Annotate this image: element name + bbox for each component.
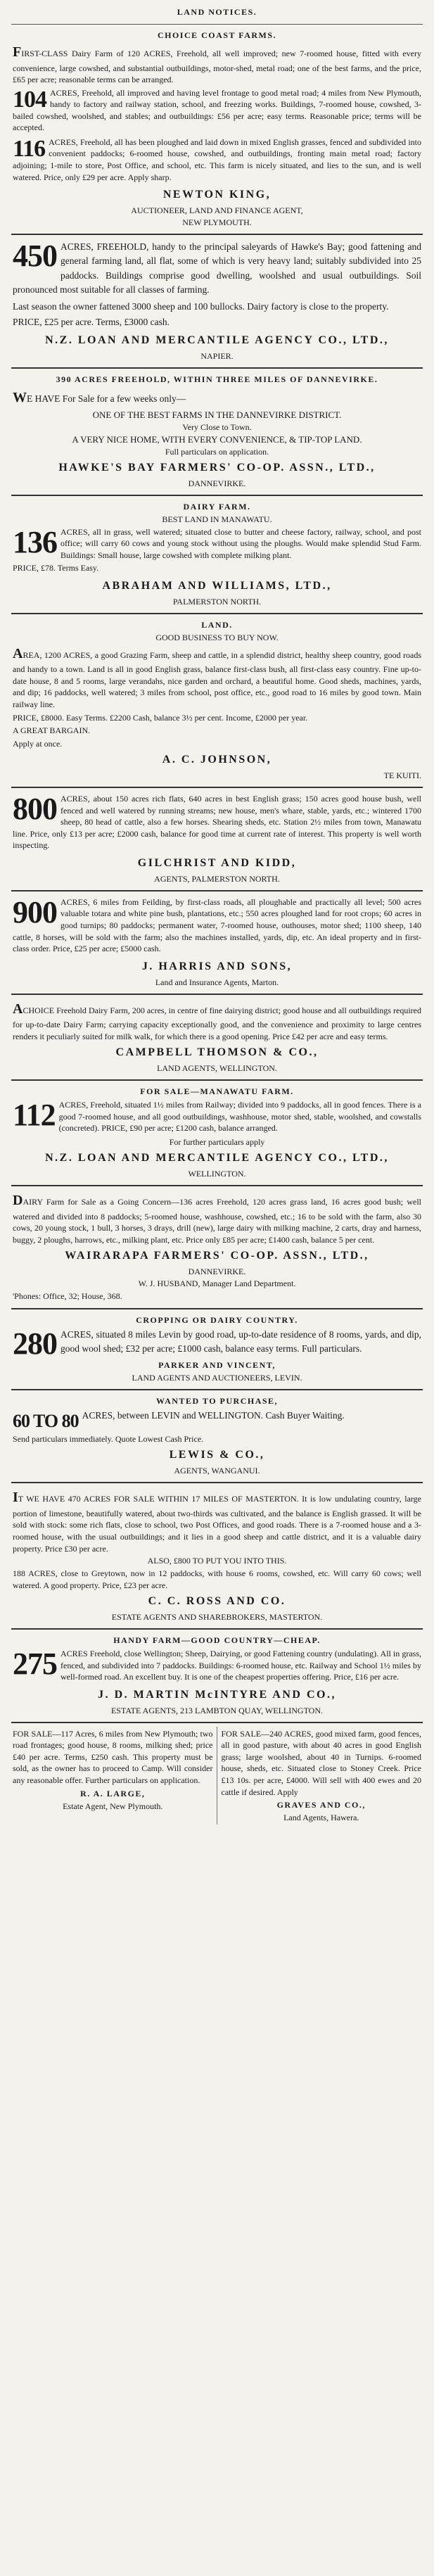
agent-role: LAND AGENTS AND AUCTIONEERS, LEVIN. xyxy=(132,1372,302,1383)
ad-wairarapa-farmers xyxy=(11,1186,423,1309)
agent-role: LAND AGENTS, WELLINGTON. xyxy=(157,1063,277,1074)
acreage-number: 116 xyxy=(13,135,46,162)
ad-heading: FOR SALE—MANAWATU FARM. xyxy=(140,1086,294,1097)
ad-text: ACRES, Freehold, situated 1½ miles from Railway; divided into 9 paddocks, all in good fences. There is a good 7-roomed house, and all good outbuildings, washhouse, motor shed, stable, woolshed, and cowstalls (concreted). PRICE, £90 per acre; £1200 cash, balance arranged. xyxy=(58,1100,421,1134)
ad-gilchrist-kidd xyxy=(11,788,423,892)
agent-manager: W. J. HUSBAND, Manager Land Department. xyxy=(138,1279,296,1289)
page-title: LAND NOTICES. xyxy=(177,7,257,17)
ad-paragraph xyxy=(13,1488,421,1554)
drop-initial: A xyxy=(13,645,23,661)
agent-name: N.Z. LOAN AND MERCANTILE AGENCY CO., LTD., xyxy=(45,334,389,346)
acreage-number: 275 xyxy=(13,1647,57,1682)
ad-price: PRICE, £8000. Easy Terms. £2200 Cash, balance 3½ per cent. Income, £2000 per year. xyxy=(13,712,308,723)
ad-paragraph: FOR SALE—240 ACRES, good mixed farm, good fences, all in good pasture, with about 40 acres in good English grass; large woolshed, about 40 in Turnips. 6-roomed house, sheds, etc. Situated close to Stoney Creek. Price £13 10s. per acre, £4000. Will sell with 400 ewes and 20 cattle if desired. Apply xyxy=(221,1728,421,1797)
ad-paragraph xyxy=(13,87,421,134)
ad-text: E HAVE For Sale for a few weeks only— xyxy=(27,393,186,404)
agent-name: GRAVES AND CO., xyxy=(276,1800,366,1810)
two-column-ads xyxy=(11,1723,423,1829)
agent-name: WAIRARAPA FARMERS' CO-OP. ASSN., LTD., xyxy=(65,1250,369,1262)
ad-paragraph xyxy=(13,240,421,297)
ad-te-kuiti xyxy=(11,614,423,788)
ad-line: ONE OF THE BEST FARMS IN THE DANNEVIRKE DISTRICT. xyxy=(92,409,342,420)
ad-paragraph: 188 ACRES, close to Greytown, now in 12 paddocks, with house 6 rooms, cowshed, etc. Will carry 60 cows; well watered. A good property. Price, £23 per acre. xyxy=(13,1568,421,1590)
ad-paragraph xyxy=(13,645,421,711)
ad-text: ACRES, about 150 acres rich flats, 640 acres in best English grass; 150 acres good house bush, well fenced and well watered by running streams; new house, men's whare, stable, yards, etc.; wintered 1700 sheep, 80 head of cattle, also a few horses. Shearing sheds, etc. Station 2½ miles from town, Manawatu line. Price, only £13 per acre; £2000 cash, balance for good time at current rate of interest. This property is well worth inspecting. xyxy=(13,794,421,851)
ad-heading: CHOICE COAST FARMS. xyxy=(157,30,277,40)
agent-name: J. D. MARTIN McINTYRE AND CO., xyxy=(98,1688,336,1701)
agent-name: GILCHRIST AND KIDD, xyxy=(137,856,297,869)
ad-martin-mcintyre xyxy=(11,1630,423,1723)
agent-town: WELLINGTON. xyxy=(188,1168,246,1179)
ad-text: ACRES, Freehold, all has been ploughed and laid down in mixed English grasses, fenced and subdivided into convenient paddocks; 6-roomed house, cowshed, and outbuildings, fronting main metal road; factory adjoining; 1-mile to store, Post Office, and school, etc. This farm is nicely situated, and lies to the sun, and is well watered. Price, only £29 per acre. Apply sharp. xyxy=(13,137,421,182)
acreage-number: 104 xyxy=(13,86,46,113)
ad-line: Send particulars immediately. Quote Lowest Cash Price. xyxy=(13,1433,204,1444)
ad-line: Very Close to Town. xyxy=(182,421,252,432)
drop-initial: F xyxy=(13,44,22,60)
acreage-number: 800 xyxy=(13,792,57,827)
agent-name: HAWKE'S BAY FARMERS' CO-OP. ASSN., LTD., xyxy=(58,461,376,474)
ad-heading: CROPPING OR DAIRY COUNTRY. xyxy=(136,1314,298,1325)
ad-heading: DAIRY FARM. xyxy=(183,501,251,512)
agent-town: PALMERSTON NORTH. xyxy=(172,596,262,607)
ad-paragraph xyxy=(13,793,421,851)
agent-name: N.Z. LOAN AND MERCANTILE AGENCY CO., LTD., xyxy=(45,1151,389,1164)
agent-name: R. A. LARGE, xyxy=(80,1788,146,1798)
ad-line: Apply at once. xyxy=(13,738,63,749)
ad-text: T WE HAVE 470 ACRES FOR SALE WITHIN 17 MILES OF MASTERTON. It is low undulating country, large portion of limestone, beautifully watered, about two-thirds was cultivated, and the balance is English grassed. It will be sold with stock: some rich flats, close to school, two Post Offices, and good roads. There is a 7-roomed house and a 3-roomed house, with the usual outbuildings; and it lies in a good sheep and cattle district, and it is a valuable dairy property. Price £30 per acre. xyxy=(13,1494,421,1554)
agent-role: Estate Agent, New Plymouth. xyxy=(63,1801,163,1811)
ad-text: REA, 1200 ACRES, a good Grazing Farm, sheep and cattle, in a splendid district, healthy sheep country, good roads and handy to a town. Land is all in good English grass, balance first-class bush, all first-class easy country. Fine up-to-date house, 8 and 5 rooms, large verandahs, nice garden and orchard, a beautiful home. Good sheds, machines, yards, and dip; 16 paddocks, well watered; 3 miles from school, post office, etc., good road to 16 miles by good town. Main railway line. xyxy=(13,649,421,709)
agent-name: A. C. JOHNSON, xyxy=(162,754,272,766)
ad-line: A VERY NICE HOME, WITH EVERY CONVENIENCE, & TIP-TOP LAND. xyxy=(72,433,362,445)
ad-text: ACRES, between LEVIN and WELLINGTON. Cash Buyer Waiting. xyxy=(82,1409,345,1421)
agent-town: NEW PLYMOUTH. xyxy=(182,217,252,228)
ad-paragraph xyxy=(13,1409,421,1431)
agent-role: AGENTS, PALMERSTON NORTH. xyxy=(154,873,280,884)
ad-large-new-plymouth xyxy=(13,1727,217,1825)
ad-graves-hawera xyxy=(222,1727,422,1825)
acreage-number: 900 xyxy=(13,894,57,929)
ad-paragraph xyxy=(13,1191,421,1245)
agent-role: Land Agents, Hawera. xyxy=(283,1813,359,1823)
agent-name: ABRAHAM AND WILLIAMS, LTD., xyxy=(102,579,332,592)
ad-text: ACRES, all in grass, well watered; situated close to butter and cheese factory, railway, school, and post office; will carry 60 cows and young stock without using the ploughs. Would make splendid Stud Farm. Buildings: Small house, large cowshed with complete milking plant. xyxy=(60,526,421,560)
agent-town: TE KUITI. xyxy=(383,770,421,781)
ad-paragraph xyxy=(13,526,421,561)
acreage-number: 60 TO 80 xyxy=(13,1410,79,1431)
ad-campbell-thomson xyxy=(11,995,423,1081)
ad-paragraph xyxy=(13,1000,421,1043)
ad-price: PRICE, £78. Terms Easy. xyxy=(13,563,99,573)
drop-initial: W xyxy=(13,389,27,405)
ad-paragraph xyxy=(13,1099,421,1134)
agent-town: DANNEVIRKE. xyxy=(188,478,246,488)
ad-paragraph xyxy=(13,896,421,955)
ad-paragraph: FOR SALE—117 Acres, 6 miles from New Plymouth; two road frontages; good house, 8 rooms, milking shed; price £40 per acre. Terms, £250 cash. This property must be sold, as the owner has to proceed to Camp. Will consider any reasonable offer. Further particulars on application. xyxy=(13,1728,213,1785)
ad-dannevirke-390 xyxy=(11,369,423,496)
ad-parker-vincent xyxy=(11,1309,423,1390)
header xyxy=(11,1,423,25)
agent-name: C. C. ROSS AND CO. xyxy=(148,1595,286,1608)
agent-name: CAMPBELL THOMSON & CO., xyxy=(115,1046,319,1059)
agent-role: ESTATE AGENTS AND SHAREBROKERS, MASTERTON. xyxy=(111,1612,323,1623)
agent-role: AGENTS, WANGANUI. xyxy=(174,1466,260,1476)
acreage-number: 112 xyxy=(13,1098,56,1133)
ad-napier-450 xyxy=(11,235,423,369)
ad-paragraph xyxy=(13,43,421,86)
agent-role: Land and Insurance Agents, Marton. xyxy=(155,977,279,987)
drop-initial: I xyxy=(13,1490,18,1506)
ad-text: AIRY Farm for Sale as a Going Concern—136 acres Freehold, 120 acres grass land, 16 acres good bush; well watered and divided into 8 paddocks; 5-roomed house, washhouse, cowshed, etc.; 16 to be sold with the farm, also 30 cows, 20 young stock, 1 bull, 3 horses, 3 drays, drill (new), large dairy with milking machine, 2 carts, dray and harness, buggy, 2 ploughs, harrows, etc., milking plant, etc. Price only £85 per acre; £1400 cash, balance 5 per cent. xyxy=(13,1196,421,1245)
agent-phones: 'Phones: Office, 32; House, 368. xyxy=(13,1291,122,1302)
ad-paragraph: Last season the owner fattened 3000 sheep and 100 bullocks. Dairy factory is close to the property. xyxy=(13,301,389,312)
ad-newton-king xyxy=(11,25,423,235)
agent-role: AUCTIONEER, LAND AND FINANCE AGENT, xyxy=(131,205,303,216)
agent-town: DANNEVIRKE. xyxy=(188,1267,246,1277)
ad-lewis-co xyxy=(11,1390,423,1484)
ad-heading: LAND. xyxy=(201,619,233,630)
ad-subheading: BEST LAND IN MANAWATU. xyxy=(162,514,272,524)
ad-text: ACRES, 6 miles from Feilding, by first-class roads, all ploughable and practically all level; 500 acres valuable totara and white pine bush, plantations, etc.; 550 acres ploughed land for root crops; 60 acres in good turnips; 80 paddocks; permanent water, 7-roomed house, outhouses, motor shed; 1100 sheep, 140 cattle, 8 horses, will be sold with the farm; also the machines installed, yards, dip, etc. An ideal property and in first-class order. Price, £25 per acre; £5000 cash. xyxy=(13,896,421,954)
drop-initial: D xyxy=(13,1192,23,1208)
ad-heading: 390 ACRES FREEHOLD, WITHIN THREE MILES OF DANNEVIRKE. xyxy=(56,374,378,384)
acreage-number: 136 xyxy=(13,524,57,559)
acreage-number: 280 xyxy=(13,1326,57,1361)
ad-price: PRICE, £25 per acre. Terms, £3000 cash. xyxy=(13,317,170,328)
ad-paragraph xyxy=(13,1326,421,1361)
ad-line: Full particulars on application. xyxy=(165,446,269,457)
ad-text: IRST-CLASS Dairy Farm of 120 ACRES, Freehold, all well improved; new 7-roomed house, fitted with every convenience, large cowshed, and substantial outbuildings, motor-shed, metal road; one of the best farms, and the price, £65 per acre; reasonable terms can be arranged. xyxy=(13,49,421,85)
ad-text: ACRES, situated 8 miles Levin by good road, up-to-date residence of 8 rooms, yards, and dip, good wool shed; £32 per acre; £1000 cash, balance easy terms. Full particulars. xyxy=(60,1328,421,1354)
acreage-number: 450 xyxy=(13,239,57,274)
ad-subheading: GOOD BUSINESS TO BUY NOW. xyxy=(155,632,279,642)
ad-paragraph xyxy=(13,387,421,408)
agent-name: NEWTON KING, xyxy=(162,189,272,201)
ad-heading: WANTED TO PURCHASE, xyxy=(155,1395,279,1406)
agent-name: PARKER AND VINCENT, xyxy=(158,1359,276,1370)
ad-text: ACRES Freehold, close Wellington; Sheep, Dairying, or good Fattening country (undulating). All in grass, fenced, and subdivided into 7 paddocks. Buildings: 6-roomed house, etc. Railway and School 1½ miles by well-formed road. An excellent buy. It is one of the cheapest properties offering. Price, £16 per acre. xyxy=(60,1649,421,1682)
agent-name: LEWIS & CO., xyxy=(169,1449,265,1461)
ad-harris-sons xyxy=(11,892,423,995)
ad-text: ACRES, Freehold, all improved and having level frontage to good metal road; 4 miles from New Plymouth, handy to factory and railway station, school, and freezing works. Buildings, 7-roomed house, cowshed, 3-bailed cowshed, woolshed, and stables; and outbuildings: £56 per acre; easy terms. Reasonable price; terms will be accepted. xyxy=(13,87,421,133)
ad-ross-masterton xyxy=(11,1483,423,1630)
ad-text: CHOICE Freehold Dairy Farm, 200 acres, in centre of fine dairying district; good house and all outbuildings required for up-to-date Dairy Farm; carrying capacity exceptionally good, and the convenience and proximity to large centres renders it peculiarly suited for milk walk, for which there is a good opening. Price £42 per acre and easy terms. xyxy=(13,1005,421,1041)
ad-heading: HANDY FARM—GOOD COUNTRY—CHEAP. xyxy=(113,1635,321,1646)
ad-manawatu-112 xyxy=(11,1081,423,1186)
ad-manawatu-136 xyxy=(11,496,423,614)
ad-paragraph xyxy=(13,1648,421,1683)
ad-paragraph xyxy=(13,137,421,183)
ad-text: ACRES, FREEHOLD, handy to the principal saleyards of Hawke's Bay; good fattening and general farming land, all flat, some of which is very heavy land; suitably subdivided into 25 paddocks. Buildings comprise good dwelling, woolshed and usual outbuildings. Soil pronounced most suitable for all classes of farming. xyxy=(13,241,421,295)
ad-line: ALSO, £800 TO PUT YOU INTO THIS. xyxy=(147,1556,287,1566)
ad-line: A GREAT BARGAIN. xyxy=(13,725,91,736)
agent-role: ESTATE AGENTS, 213 LAMBTON QUAY, WELLINGTON. xyxy=(110,1705,324,1715)
agent-town: NAPIER. xyxy=(200,350,234,361)
agent-name: J. HARRIS AND SONS, xyxy=(141,960,293,972)
ad-line: For further particulars apply xyxy=(169,1136,265,1147)
drop-initial: A xyxy=(13,1001,23,1017)
